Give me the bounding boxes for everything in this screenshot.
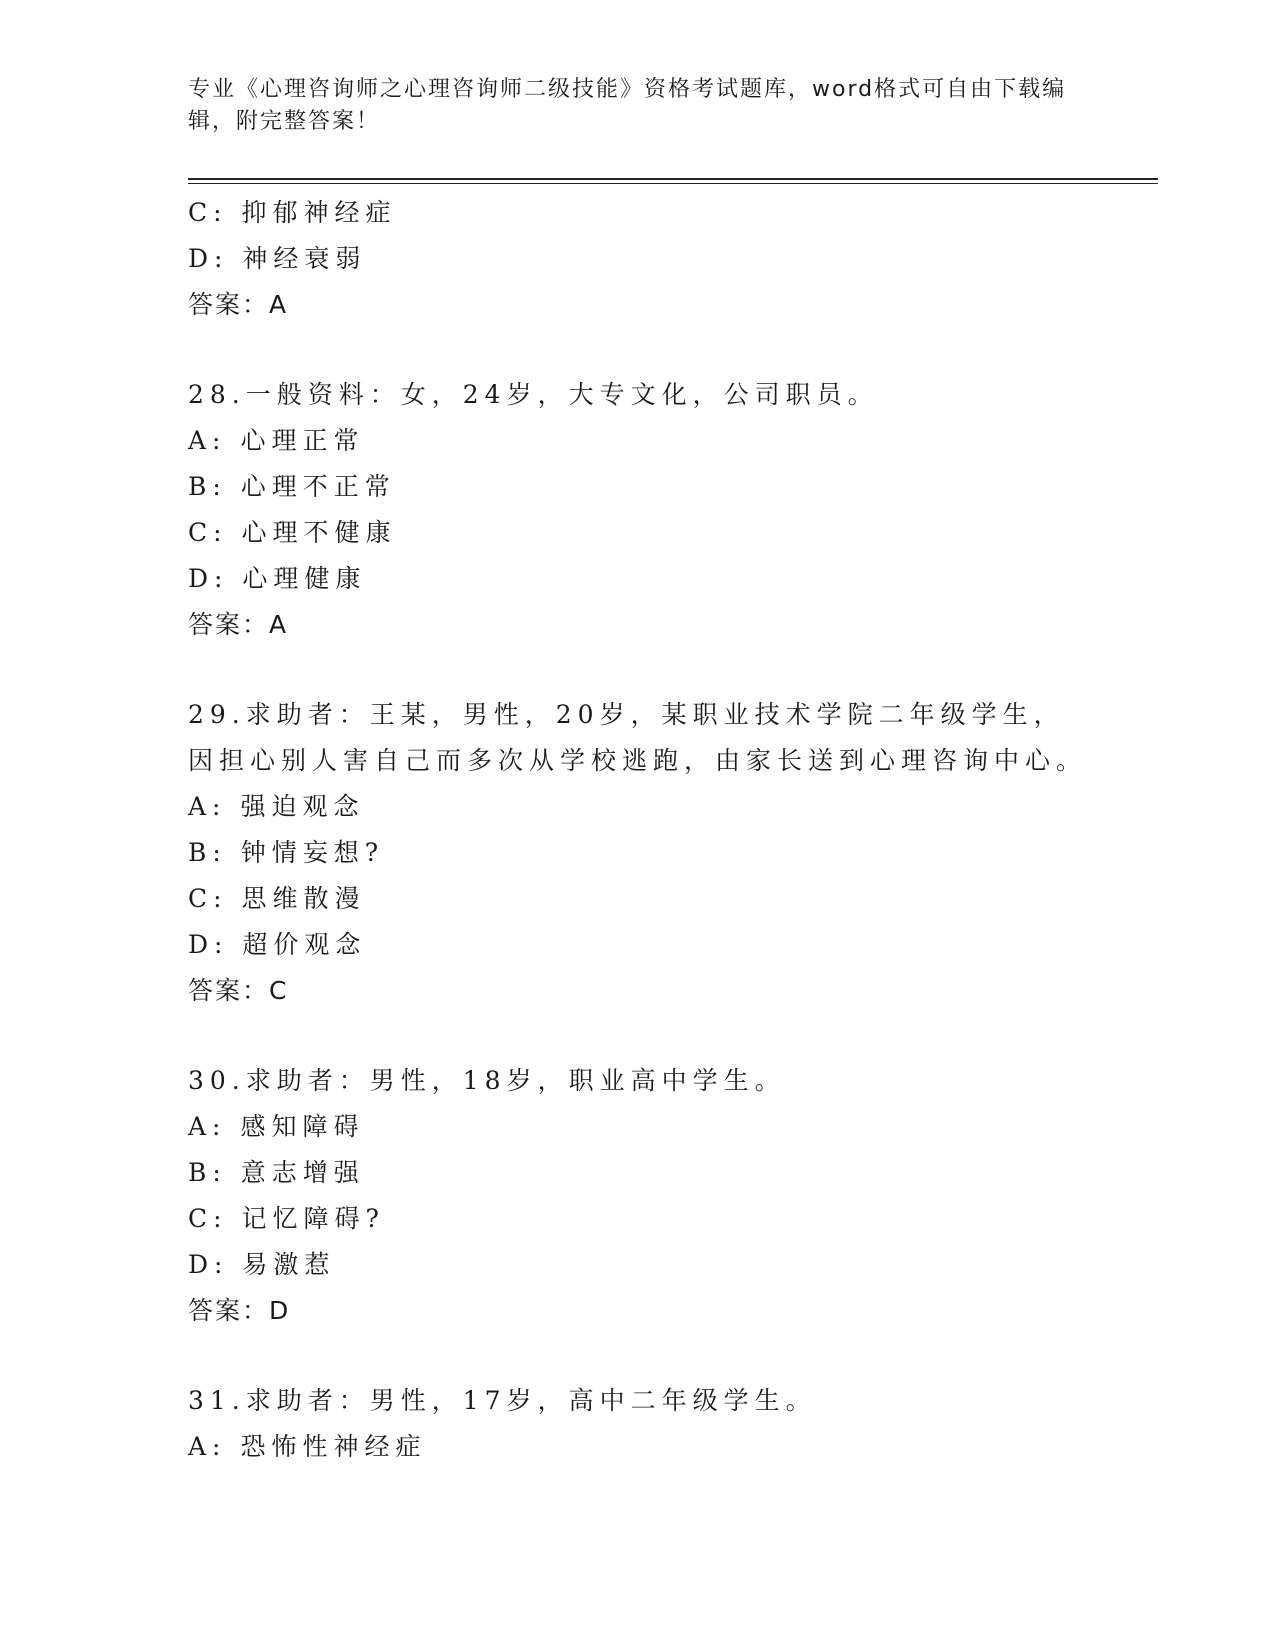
question-block-31 bbox=[188, 1378, 1088, 1470]
option-line: A: 心理正常 bbox=[188, 426, 365, 455]
option-line: D: 神经衰弱 bbox=[188, 244, 367, 273]
option-line: C: 思维散漫 bbox=[188, 884, 366, 913]
answer-line: 答案：C bbox=[188, 976, 289, 1005]
question-stem: 30.求助者：男性，18岁，职业高中学生。 bbox=[188, 1066, 786, 1095]
option-line: B: 心理不正常 bbox=[188, 472, 396, 501]
question-block-29 bbox=[188, 692, 1088, 1014]
question-block-28 bbox=[188, 372, 1088, 648]
option-line: A: 恐怖性神经症 bbox=[188, 1432, 427, 1461]
option-line: A: 感知障碍 bbox=[188, 1112, 365, 1141]
question-block-30 bbox=[188, 1058, 1088, 1334]
question-stem: 29.求助者：王某，男性，20岁，某职业技术学院二年级学生，因担心别人害自己而多次从学校逃跑，由家长送到心理咨询中心。 bbox=[188, 700, 1088, 775]
header-divider-thick bbox=[188, 178, 1158, 180]
option-line: A: 强迫观念 bbox=[188, 792, 365, 821]
option-line: B: 钟情妄想? bbox=[188, 838, 385, 867]
option-line: D: 超价观念 bbox=[188, 930, 367, 959]
answer-line: 答案：A bbox=[188, 290, 289, 319]
question-block-27 bbox=[188, 190, 1088, 328]
option-line: C: 记忆障碍? bbox=[188, 1204, 385, 1233]
question-list bbox=[188, 190, 1088, 1470]
answer-line: 答案：A bbox=[188, 610, 289, 639]
option-line: D: 易激惹 bbox=[188, 1250, 336, 1279]
header-text: 专业《心理咨询师之心理咨询师二级技能》资格考试题库，word格式可自由下载编辑，附完整答案！ bbox=[188, 77, 1067, 134]
document-header bbox=[188, 74, 1068, 138]
option-line: C: 抑郁神经症 bbox=[188, 198, 397, 227]
option-line: D: 心理健康 bbox=[188, 564, 367, 593]
option-line: C: 心理不健康 bbox=[188, 518, 397, 547]
question-stem: 31.求助者：男性，17岁，高中二年级学生。 bbox=[188, 1386, 817, 1415]
header-divider-thin bbox=[188, 183, 1158, 184]
option-line: B: 意志增强 bbox=[188, 1158, 365, 1187]
answer-line: 答案：D bbox=[188, 1296, 291, 1325]
question-stem: 28.一般资料：女，24岁，大专文化，公司职员。 bbox=[188, 380, 879, 409]
